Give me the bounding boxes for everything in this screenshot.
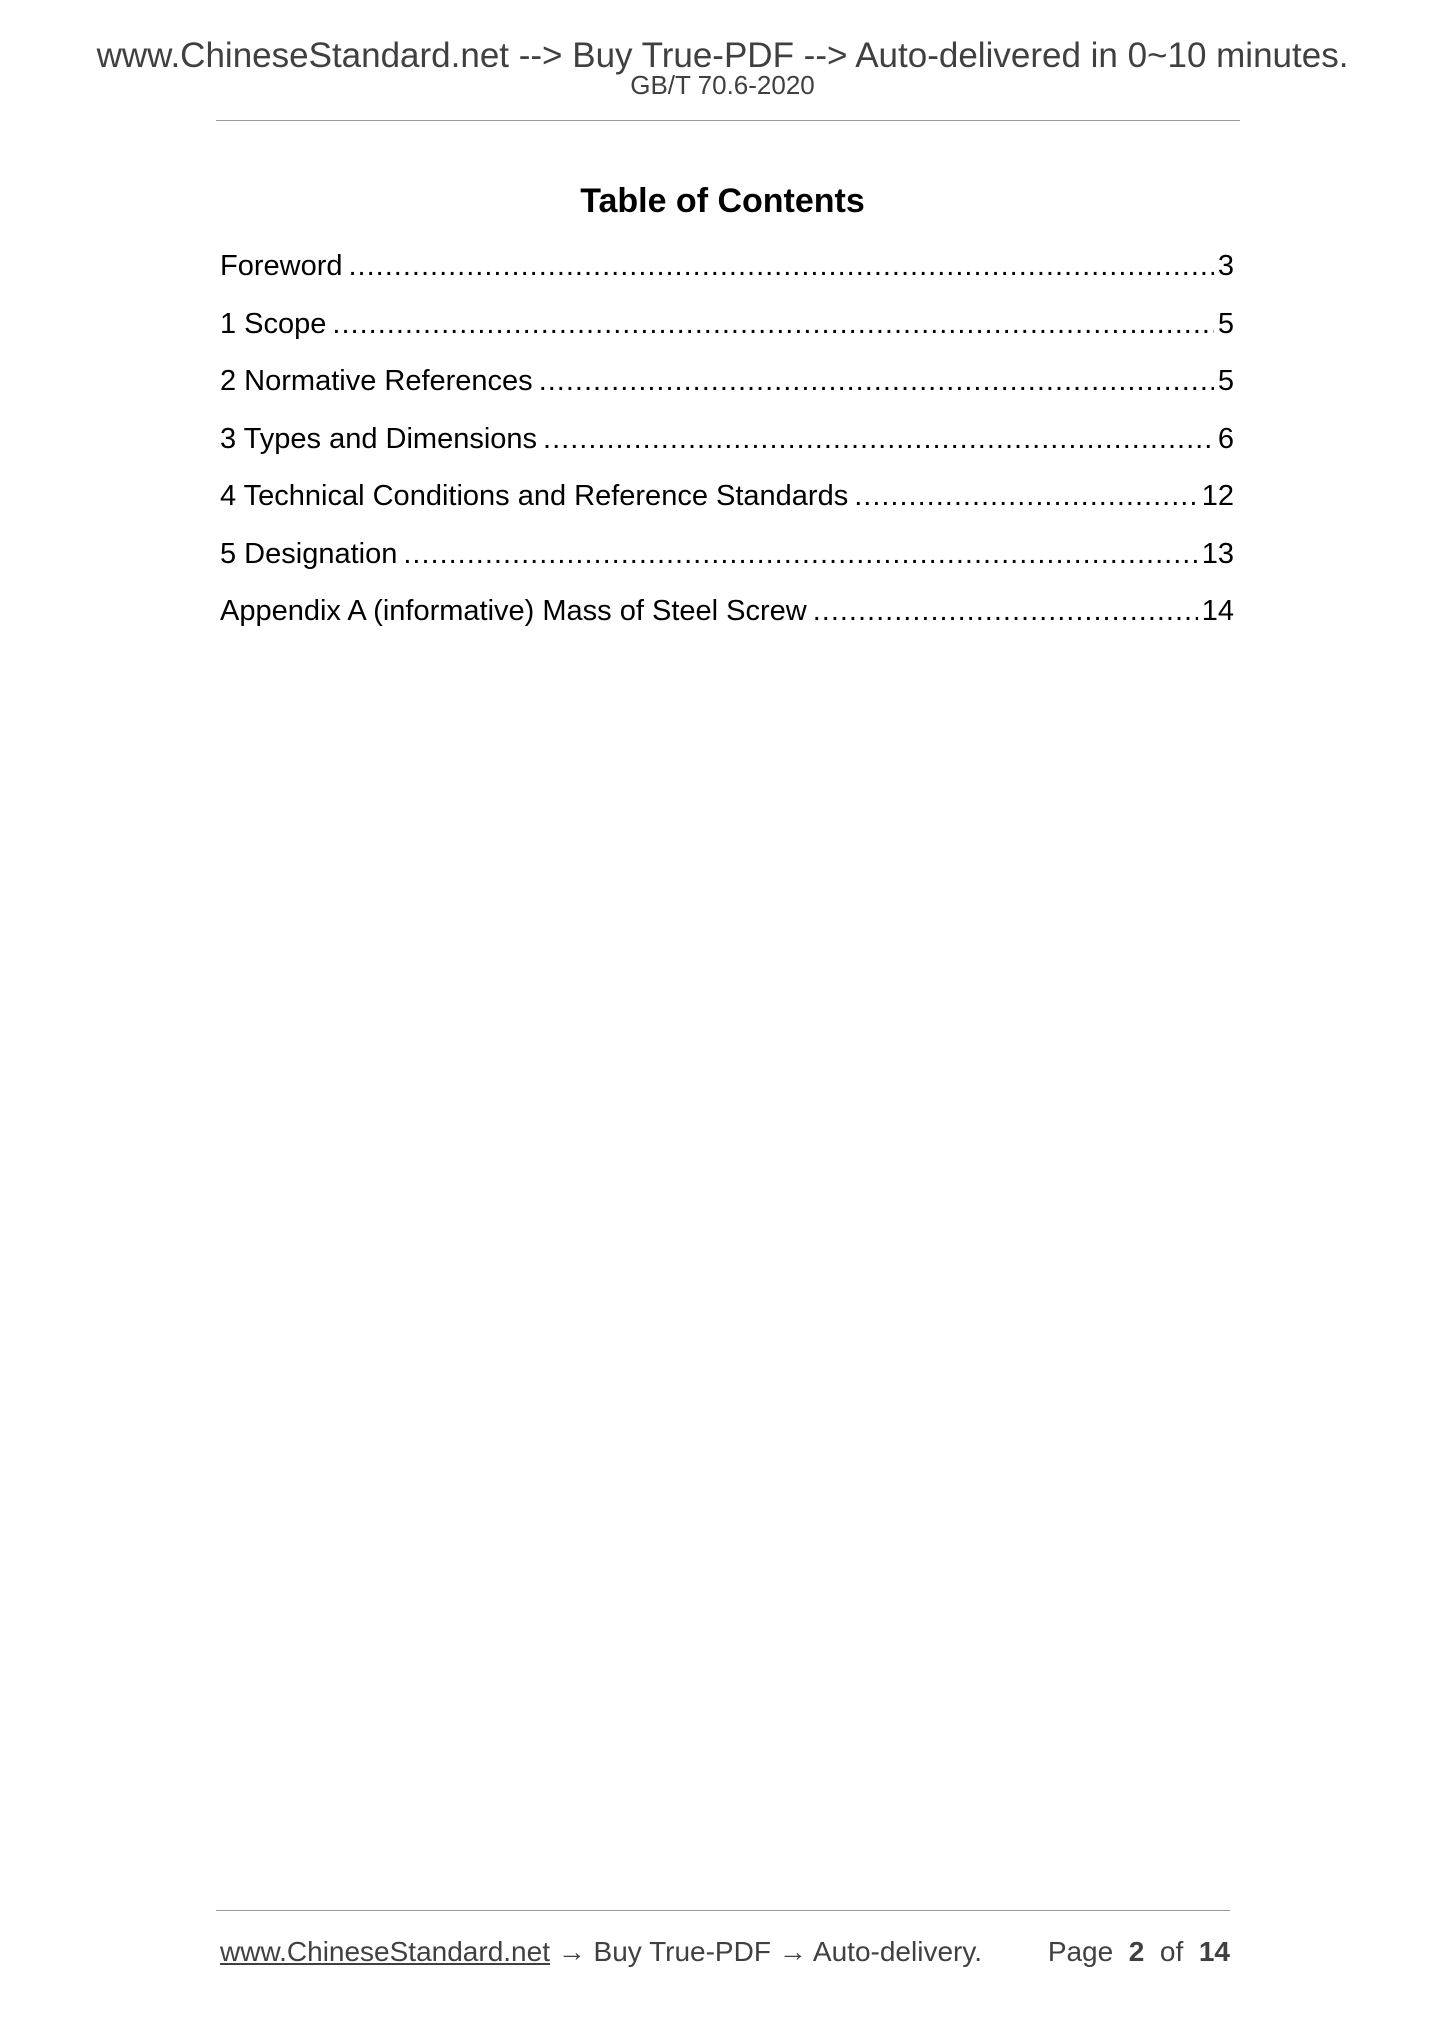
table-of-contents bbox=[220, 252, 1234, 655]
toc-entry-page: 14 bbox=[1201, 595, 1234, 627]
toc-dot-leader bbox=[403, 540, 1197, 569]
toc-entry-label: 3 Types and Dimensions bbox=[220, 422, 538, 455]
footer-divider bbox=[216, 1910, 1230, 1911]
toc-entry-appendix-a[interactable] bbox=[220, 597, 1234, 655]
toc-entry-page: 3 bbox=[1217, 250, 1234, 282]
toc-entry-label: 5 Designation bbox=[220, 537, 398, 570]
header-divider bbox=[216, 120, 1240, 121]
toc-entry-scope[interactable] bbox=[220, 307, 1234, 368]
toc-entry-label: Appendix A (informative) Mass of Steel Screw bbox=[220, 595, 807, 627]
toc-entry-label: 4 Technical Conditions and Reference Standards bbox=[220, 480, 849, 512]
toc-entry-normative-references[interactable] bbox=[220, 367, 1234, 425]
toc-dot-leader bbox=[813, 597, 1198, 626]
toc-dot-leader bbox=[539, 367, 1214, 396]
toc-entry-technical-conditions[interactable] bbox=[220, 482, 1234, 540]
toc-dot-leader bbox=[543, 425, 1214, 454]
header-banner: www.ChineseStandard.net --> Buy True-PDF --> Auto-delivered in 0~10 minutes. bbox=[96, 36, 1349, 75]
toc-dot-leader bbox=[854, 482, 1198, 511]
page-word: Page bbox=[1047, 1936, 1114, 1967]
toc-entry-label: 2 Normative References bbox=[220, 365, 533, 397]
toc-title: Table of Contents bbox=[580, 182, 865, 220]
toc-entry-page: 12 bbox=[1201, 480, 1234, 512]
footer-text: → Buy True-PDF → Auto-delivery. bbox=[549, 1936, 983, 1967]
page-number bbox=[1048, 1938, 1230, 1966]
toc-entry-page: 5 bbox=[1217, 365, 1234, 397]
toc-entry-page: 13 bbox=[1201, 537, 1234, 570]
toc-entry-designation[interactable] bbox=[220, 537, 1234, 598]
toc-entry-label: 1 Scope bbox=[220, 307, 327, 340]
page-total: 14 bbox=[1198, 1936, 1230, 1967]
standard-code: GB/T 70.6-2020 bbox=[630, 70, 815, 100]
toc-dot-leader bbox=[332, 310, 1213, 339]
toc-entry-page: 6 bbox=[1217, 422, 1234, 455]
page-current: 2 bbox=[1128, 1936, 1145, 1967]
toc-entry-foreword[interactable] bbox=[220, 252, 1234, 310]
of-word: of bbox=[1159, 1936, 1184, 1967]
toc-entry-label: Foreword bbox=[220, 250, 343, 282]
footer-site-link[interactable]: www.ChineseStandard.net bbox=[220, 1936, 550, 1967]
footer bbox=[220, 1938, 1230, 1966]
toc-entry-types-and-dimensions[interactable] bbox=[220, 422, 1234, 483]
toc-dot-leader bbox=[349, 252, 1214, 281]
toc-entry-page: 5 bbox=[1217, 307, 1234, 340]
